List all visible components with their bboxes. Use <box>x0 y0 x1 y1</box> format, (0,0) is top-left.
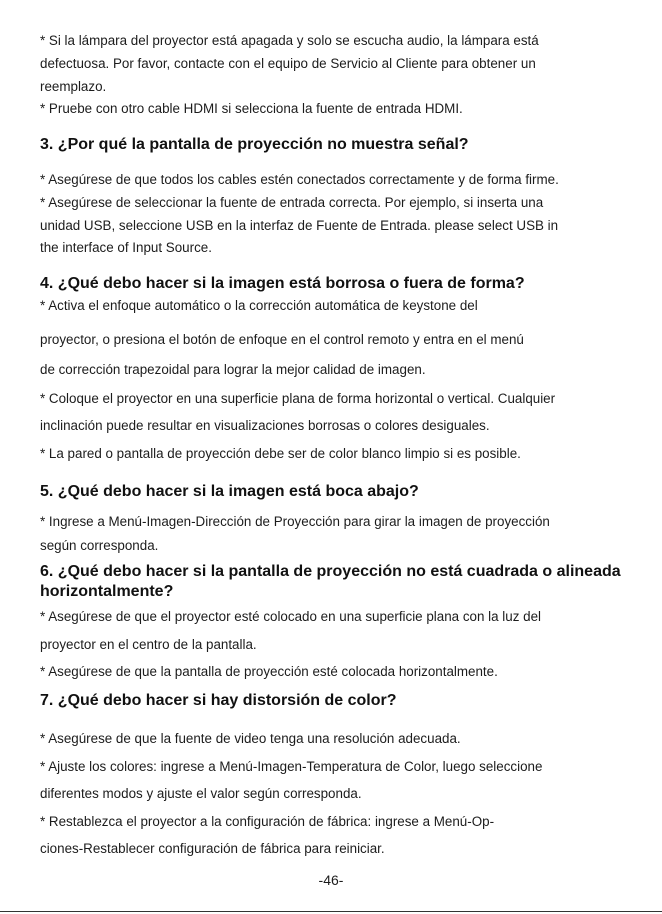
text-line: proyector en el centro de la pantalla. <box>40 637 257 652</box>
text-line: según corresponda. <box>40 538 159 553</box>
text-line: * Asegúrese de que el proyector esté colocado en una superficie plana con la luz del <box>40 609 541 624</box>
bottom-rule <box>0 911 662 912</box>
section-heading-6-cont: horizontalmente? <box>40 583 174 600</box>
section-heading-5: 5. ¿Qué debo hacer si la imagen está boca abajo? <box>40 483 419 500</box>
text-line: * Asegúrese de que la pantalla de proyección esté colocada horizontalmente. <box>40 664 498 679</box>
text-line: * La pared o pantalla de proyección debe ser de color blanco limpio si es posible. <box>40 446 521 461</box>
text-line: inclinación puede resultar en visualizaciones borrosas o colores desiguales. <box>40 418 490 433</box>
text-line: * Asegúrese de que la fuente de video tenga una resolución adecuada. <box>40 731 461 746</box>
text-line: proyector, o presiona el botón de enfoque en el control remoto y entra en el menú <box>40 332 524 347</box>
text-line: * Activa el enfoque automático o la corrección automática de keystone del <box>40 298 478 313</box>
page-number: -46- <box>318 872 344 888</box>
text-line: * Ajuste los colores: ingrese a Menú-Imagen-Temperatura de Color, luego seleccione <box>40 759 543 774</box>
section-heading-7: 7. ¿Qué debo hacer si hay distorsión de color? <box>40 692 397 709</box>
text-line: * Pruebe con otro cable HDMI si selecciona la fuente de entrada HDMI. <box>40 101 463 116</box>
text-line: * Asegúrese de seleccionar la fuente de entrada correcta. Por ejemplo, si inserta una <box>40 195 544 210</box>
section-heading-6: 6. ¿Qué debo hacer si la pantalla de proyección no está cuadrada o alineada <box>40 563 621 580</box>
text-line: ciones-Restablecer configuración de fábrica para reiniciar. <box>40 841 385 856</box>
text-line: unidad USB, seleccione USB en la interfaz de Fuente de Entrada. please select USB in <box>40 218 559 233</box>
text-line: * Ingrese a Menú-Imagen-Dirección de Proyección para girar la imagen de proyección <box>40 514 550 529</box>
text-line: the interface of Input Source. <box>40 240 212 255</box>
section-heading-4: 4. ¿Qué debo hacer si la imagen está borrosa o fuera de forma? <box>40 275 525 292</box>
text-line: diferentes modos y ajuste el valor según corresponda. <box>40 786 362 801</box>
text-line: * Restablezca el proyector a la configuración de fábrica: ingrese a Menú-Op- <box>40 814 495 829</box>
text-line: defectuosa. Por favor, contacte con el equipo de Servicio al Cliente para obtener un <box>40 56 536 71</box>
text-line: * Si la lámpara del proyector está apagada y solo se escucha audio, la lámpara está <box>40 33 539 48</box>
text-line: * Coloque el proyector en una superficie plana de forma horizontal o vertical. Cualquier <box>40 391 556 406</box>
text-line: de corrección trapezoidal para lograr la mejor calidad de imagen. <box>40 362 426 377</box>
section-heading-3: 3. ¿Por qué la pantalla de proyección no muestra señal? <box>40 136 469 153</box>
text-line: reemplazo. <box>40 79 107 94</box>
text-line: * Asegúrese de que todos los cables estén conectados correctamente y de forma firme. <box>40 172 559 187</box>
